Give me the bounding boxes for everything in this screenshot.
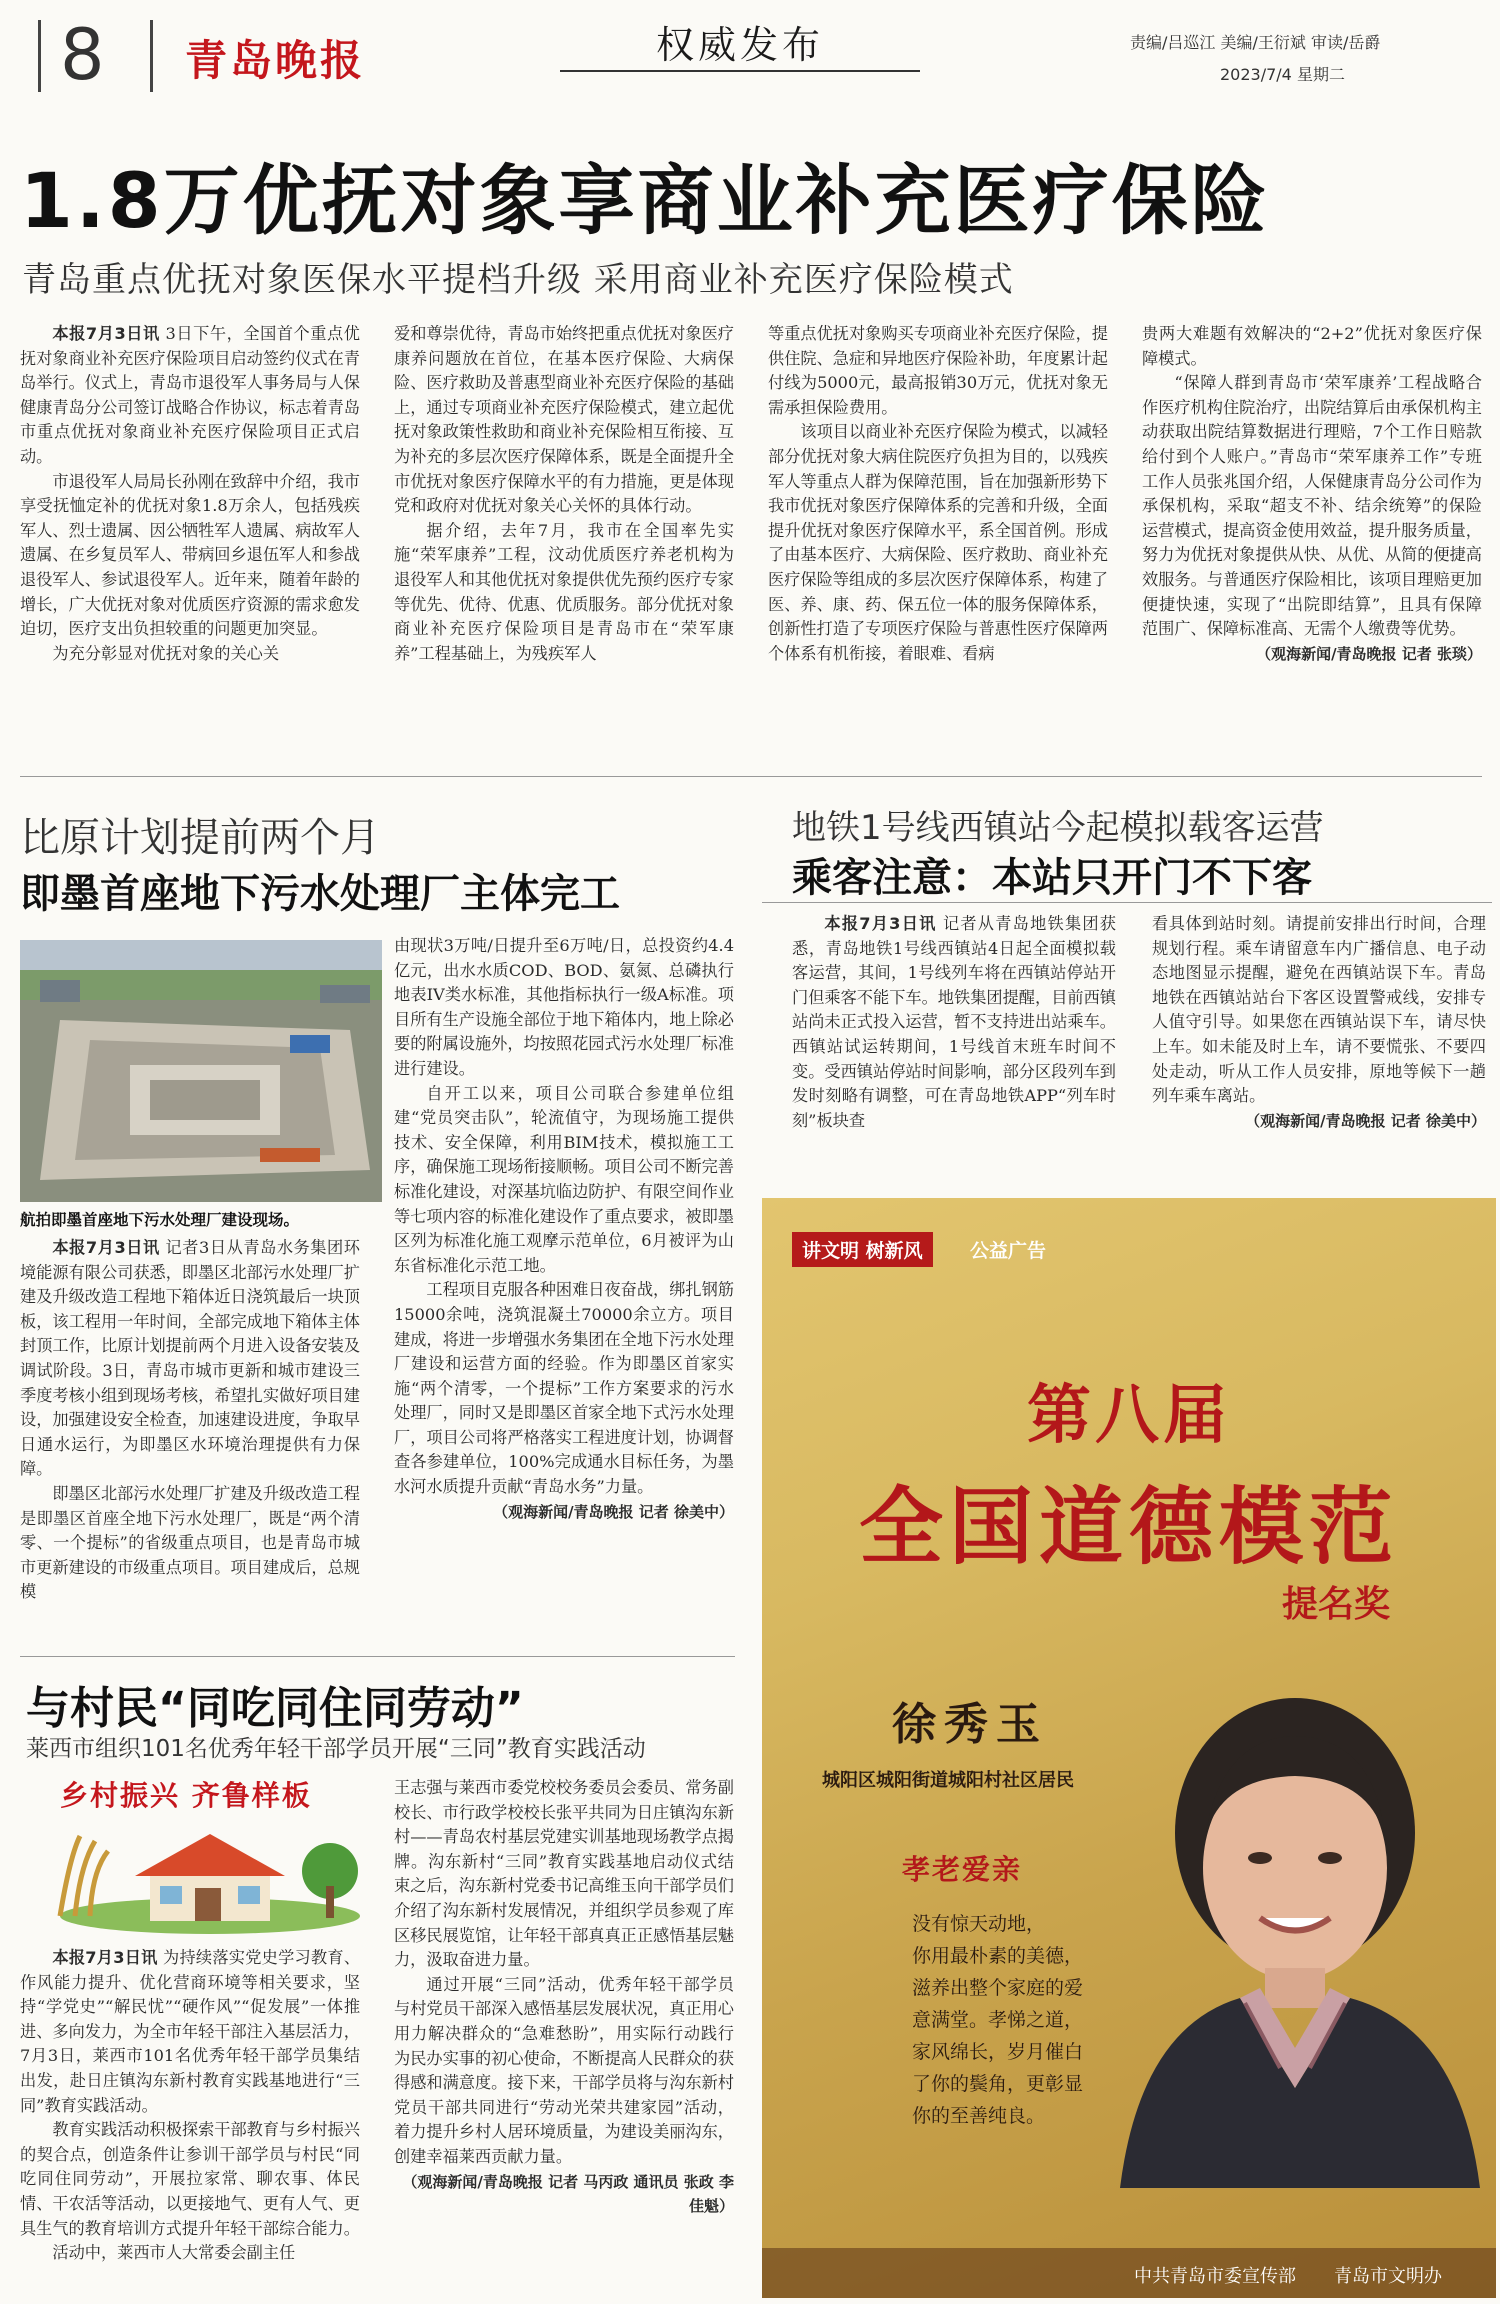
paragraph-text: 3日下午，全国首个重点优抚对象商业补充医疗保险项目启动签约仪式在青岛举行。仪式上，青岛市退役军人事务局与人保健康青岛分公司签订战略合作协议，标志着青岛市重点优抚对象商业补充医疗保险项目正式启动。 [20, 324, 360, 466]
paragraph: 教育实践活动积极探索干部教育与乡村振兴的契合点，创造条件让参训干部学员与村民“同吃同住同劳动”，开展拉家常、聊农事、体民情、干农活等活动，以更接地气、更有人气、更具生气的教育培训方式提升年轻干部综合能力。 [20, 2120, 360, 2238]
paragraph: 据介绍，去年7月，我市在全国率先实施“荣军康养”工程，汶动优质医疗养老机构为退役军人和其他优抚对象提供优先预约医疗专家等优先、优待、优惠、优质服务。部分优抚对象商业补充医疗保险项目是青岛市在“荣军康养”工程基础上，为残疾军人 [394, 520, 734, 663]
section-underline [560, 70, 920, 72]
newspaper-logo: 青岛晚报 [185, 36, 366, 85]
photo-caption: 航拍即墨首座地下污水处理厂建设现场。 [20, 1211, 300, 1229]
editor-credits: 责编/吕巡江 美编/王衍斌 审读/岳爵 [1130, 33, 1381, 52]
paragraph: 看具体到站时刻。请提前安排出行时间，合理规划行程。乘车请留意车内广播信息、电子动态地图显示提醒，避免在西镇站误下车。青岛地铁在西镇站站台下客区设置警戒线，安排专人值守引导。如果您在西镇站误下车，请尽快上车。如未能及时上车，请不要慌张、不要四处走动，听从工作人员安排，原地等候下一趟列车乘车离站。 [1152, 914, 1486, 1106]
village-subheadline: 莱西市组织101名优秀年轻干部学员开展“三同”教育实践活动 [26, 1736, 646, 1762]
byline: （观海新闻/青岛晚报 记者 徐美中） [1245, 1111, 1486, 1130]
dateline: 本报7月3日讯 [52, 1948, 158, 1967]
tribute-line: 你用最朴素的美德， [912, 1945, 1084, 1967]
lead-column-3 [768, 322, 1108, 762]
paragraph [20, 1946, 360, 2118]
wastewater-headline: 即墨首座地下污水处理厂主体完工 [20, 871, 620, 917]
tribute-text [912, 1908, 1112, 2132]
paragraph: 该项目以商业补充医疗保险为模式，以减轻部分优抚对象大病住院医疗负担为目的，以残疾军人等重点人群为保障范围，旨在加强新形势下我市优抚对象医疗保障体系的完善和升级，全面提升优抚对象医疗保障水平，系全国首例。形成了由基本医疗、大病保险、医疗救助、商业补充医疗保险等组成的多层次医疗保障体系，构建了医、养、康、药、保五位一体的服务保障体系，创新性打造了专项医疗保险与普惠性医疗保障两个体系有机衔接，着眼难、看病 [768, 422, 1108, 663]
dateline: 本报7月3日讯 [824, 914, 937, 933]
dateline: 本报7月3日讯 [52, 1238, 160, 1257]
paragraph: 由现状3万吨/日提升至6万吨/日，总投资约4.4亿元，出水水质COD、BOD、氨氮、总磷执行地表IV类水标准，其他指标执行一级A标准。项目所有生产设施全部位于地下箱体内，地上除必要的附属设施外，均按照花园式污水处理厂标准进行建设。 [394, 936, 734, 1078]
lead-column-1 [20, 322, 360, 762]
paragraph [792, 912, 1116, 1133]
lead-column-2 [394, 322, 734, 762]
paragraph: 王志强与莱西市委党校校务委员会委员、常务副校长、市行政学校校长张平共同为日庄镇沟东新村——青岛农村基层党建实训基地现场教学点揭牌。沟东新村“三同”教育实践基地启动仪式结束之后，沟东新村党委书记高维玉向干部学员们介绍了沟东新村发展情况，并组织学员参观了库区移民展览馆，让年轻干部真真正正感悟基层魅力，汲取奋进力量。 [394, 1778, 734, 1970]
tribute-line: 意满堂。孝悌之道， [912, 2009, 1084, 2031]
paragraph [20, 322, 360, 470]
village-headline: 与村民“同吃同住同劳动” [26, 1683, 524, 1734]
ad-sponsor-2: 青岛市文明办 [1334, 2266, 1442, 2287]
masthead-divider [38, 20, 41, 92]
paragraph: 等重点优抚对象购买专项商业补充医疗保险，提供住院、急症和异地医疗保险补助，年度累计起付线为5000元，最高报销30万元，优抚对象无需承担保险费用。 [768, 324, 1108, 417]
paragraph: 为充分彰显对优抚对象的关心关 [52, 643, 280, 663]
ad-sponsor-1: 中共青岛市委宣传部 [1134, 2266, 1296, 2287]
metro-column-2 [1152, 912, 1486, 1174]
byline: （观海新闻/青岛晚报 记者 徐美中） [493, 1502, 734, 1521]
tribute-line: 没有惊天动地， [912, 1913, 1046, 1935]
paragraph: 贵两大难题有效解决的“2+2”优抚对象医疗保障模式。 [1142, 324, 1482, 368]
lead-subheadline: 青岛重点优抚对象医保水平提档升级 采用商业补充医疗保险模式 [22, 260, 1014, 300]
ad-title-edition: 第八届 [1027, 1379, 1231, 1453]
masthead-divider [150, 20, 153, 92]
paragraph-text: 记者从青岛地铁集团获悉，青岛地铁1号线西镇站4日起全面模拟载客运营，其间，1号线列车将在西镇站停站开门但乘客不能下车。地铁集团提醒，目前西镇站尚未正式投入运营，暂不支持进出站乘车。西镇站试运转期间，1号线首末班车时间不变。受西镇站停站时间影响，部分区段列车到发时刻略有调整，可在青岛地铁APP“列车时刻”板块查 [792, 914, 1116, 1130]
issue-date: 2023/7/4 星期二 [1220, 65, 1345, 84]
village-column-1 [20, 1946, 360, 2296]
tribute-line: 滋养出整个家庭的爱 [912, 1977, 1084, 1999]
construction-aerial-photo-art [20, 940, 382, 1202]
paragraph-text: 为持续落实党史学习教育、作风能力提升、优化营商环境等相关要求，坚持“学党史”“解民忧”“硬作风”“促发展”一体推进、多向发力，为全市年轻干部注入基层活力，7月3日，莱西市101名优秀年轻干部学员集结出发，赴日庄镇沟东新村教育实践基地进行“三同”教育实践活动。 [20, 1948, 360, 2115]
paragraph: 即墨区北部污水处理厂扩建及升级改造工程是即墨区首座全地下污水处理厂，既是“两个清零、一个提标”的省级重点项目，也是青岛市城市更新建设的市级重点项目。项目建成后，总规模 [20, 1483, 360, 1602]
ad-title-nomination: 提名奖 [1282, 1584, 1391, 1625]
tribute-line: 你的至善纯良。 [912, 2105, 1046, 2127]
paragraph: 自开工以来，项目公司联合参建单位组建“党员突击队”，轮流值守，为现场施工提供技术、安全保障，利用BIM技术，模拟施工工序，确保施工现场衔接顺畅。项目公司不断完善标准化建设，对深基坑临边防护、有限空间作业等七项内容的标准化建设作了重点要求，被即墨区列为标准化施工观摩示范单位，6月被评为山东省标准化示范工地。 [394, 1083, 734, 1275]
byline: （观海新闻/青岛晚报 记者 马丙政 通讯员 张政 李佳魁） [402, 2172, 734, 2216]
paragraph [20, 1236, 360, 1482]
tribute-line: 了你的鬓角，更彰显 [912, 2073, 1084, 2095]
metro-kicker: 地铁1号线西镇站今起模拟载客运营 [792, 808, 1324, 848]
lead-headline: 1.8万优抚对象享商业补充医疗保险 [20, 156, 1270, 245]
lead-column-4 [1142, 322, 1482, 762]
section-divider [20, 1656, 735, 1657]
dateline: 本报7月3日讯 [52, 324, 160, 343]
wastewater-column-1 [20, 1236, 360, 1648]
ad-title-award: 全国道德模范 [858, 1478, 1399, 1576]
section-title: 权威发布 [655, 23, 824, 67]
section-divider [20, 776, 1482, 777]
honoree-name: 徐秀玉 [892, 1699, 1048, 1750]
metro-headline: 乘客注意：本站只开门不下客 [792, 855, 1312, 901]
wastewater-kicker: 比原计划提前两个月 [20, 815, 380, 861]
wastewater-column-2 [394, 934, 734, 1648]
metro-rule [762, 902, 1492, 903]
rural-house-illustration [40, 1816, 380, 1936]
ad-label: 公益广告 [970, 1240, 1047, 1262]
paragraph: “保障人群到青岛市‘荣军康养’工程战略合作医疗机构住院治疗，出院结算后由承保机构主动获取出院结算数据进行理赔，7个工作日赔款给付到个人账户。”青岛市“荣军康养工作”专班工作人员张兆国介绍，人保健康青岛分公司作为承保机构，采取“超支不补、结余统筹”的保险运营模式，提高资金使用效益，提升服务质量，努力为优抚对象提供从快、从优、从简的便捷高效服务。与普通医疗保险相比，该项目理赔更加便捷快速，实现了“出院即结算”，且具有保障范围广、保障标准高、无需个人缴费等优势。 [1142, 373, 1482, 639]
paragraph: 工程项目克服各种困难日夜奋战，绑扎钢筋15000余吨，浇筑混凝土70000余立方。项目建成，将进一步增强水务集团在全地下污水处理厂建设和运营方面的经验。作为即墨区首家实施“两个清零，一个提标”工作方案要求的污水处理厂，同时又是即墨区首家全地下式污水处理厂，项目公司将严格落实工程进度计划，协调督查各参建单位，100%完成通水目标任务，为墨水河水质提升贡献“青岛水务”力量。 [394, 1280, 734, 1497]
honoree-virtue: 孝老爱亲 [902, 1853, 1023, 1886]
paragraph: 爱和尊崇优待，青岛市始终把重点优抚对象医疗康养问题放在首位，在基本医疗保险、大病保险、医疗救助及普惠型商业补充医疗保险的基础上，通过专项商业补充医疗保险模式，建立起优抚对象政策性救助和商业补充保险相互衔接、互为补充的多层次医疗保障体系，既是全面提升全市优抚对象医疗保障水平的有力措施，更是体现党和政府对优抚对象关心关怀的具体行动。 [394, 324, 734, 516]
rural-revitalization-badge: 乡村振兴 齐鲁样板 [60, 1779, 312, 1812]
village-column-2 [394, 1776, 734, 2296]
paragraph: 通过开展“三同”活动，优秀年轻干部学员与村党员干部深入感悟基层发展状况，真正用心用力解决群众的“急难愁盼”，用实际行动践行为民办实事的初心使命，不断提高人民群众的获得感和满意度。接下来，干部学员将与沟东新村党员干部共同进行“劳动光荣共建家园”活动，着力提升乡村人居环境质量，为建设美丽沟东，创建幸福莱西贡献力量。 [394, 1974, 734, 2166]
page-number: 8 [60, 14, 105, 96]
portrait-photo [1080, 1668, 1496, 2188]
byline: （观海新闻/青岛晚报 记者 张琰） [1256, 644, 1482, 663]
construction-aerial-photo [20, 940, 382, 1202]
paragraph: 活动中，莱西市人大常委会副主任 [52, 2243, 296, 2263]
tribute-line: 家风绵长，岁月催白 [912, 2041, 1084, 2063]
ad-tag: 讲文明 树新风 [792, 1232, 933, 1267]
public-service-ad [762, 1198, 1496, 2298]
honoree-role: 城阳区城阳街道城阳村社区居民 [822, 1770, 1074, 1791]
paragraph: 市退役军人局局长孙刚在致辞中介绍，我市享受抚恤定补的优抚对象1.8万余人，包括残疾军人、烈士遗属、因公牺牲军人遗属、病故军人遗属、在乡复员军人、带病回乡退伍军人和参战退役军人、参试退役军人。近年来，随着年龄的增长，广大优抚对象对优质医疗资源的需求愈发迫切，医疗支出负担较重的问题更加突显。 [20, 471, 360, 639]
metro-column-1 [792, 912, 1116, 1174]
paragraph-text: 记者3日从青岛水务集团环境能源有限公司获悉，即墨区北部污水处理厂扩建及升级改造工程地下箱体近日浇筑最后一块顶板，该工程用一年时间，全部完成地下箱体主体封顶工作，比原计划提前两个月进入设备安装及调试阶段。3日，青岛市城市更新和城市建设三季度考核小组到现场考核，希望扎实做好项目建设，加强建设安全检查，加速建设进度，争取早日通水运行，为即墨区水环境治理提供有力保障。 [20, 1238, 360, 1479]
